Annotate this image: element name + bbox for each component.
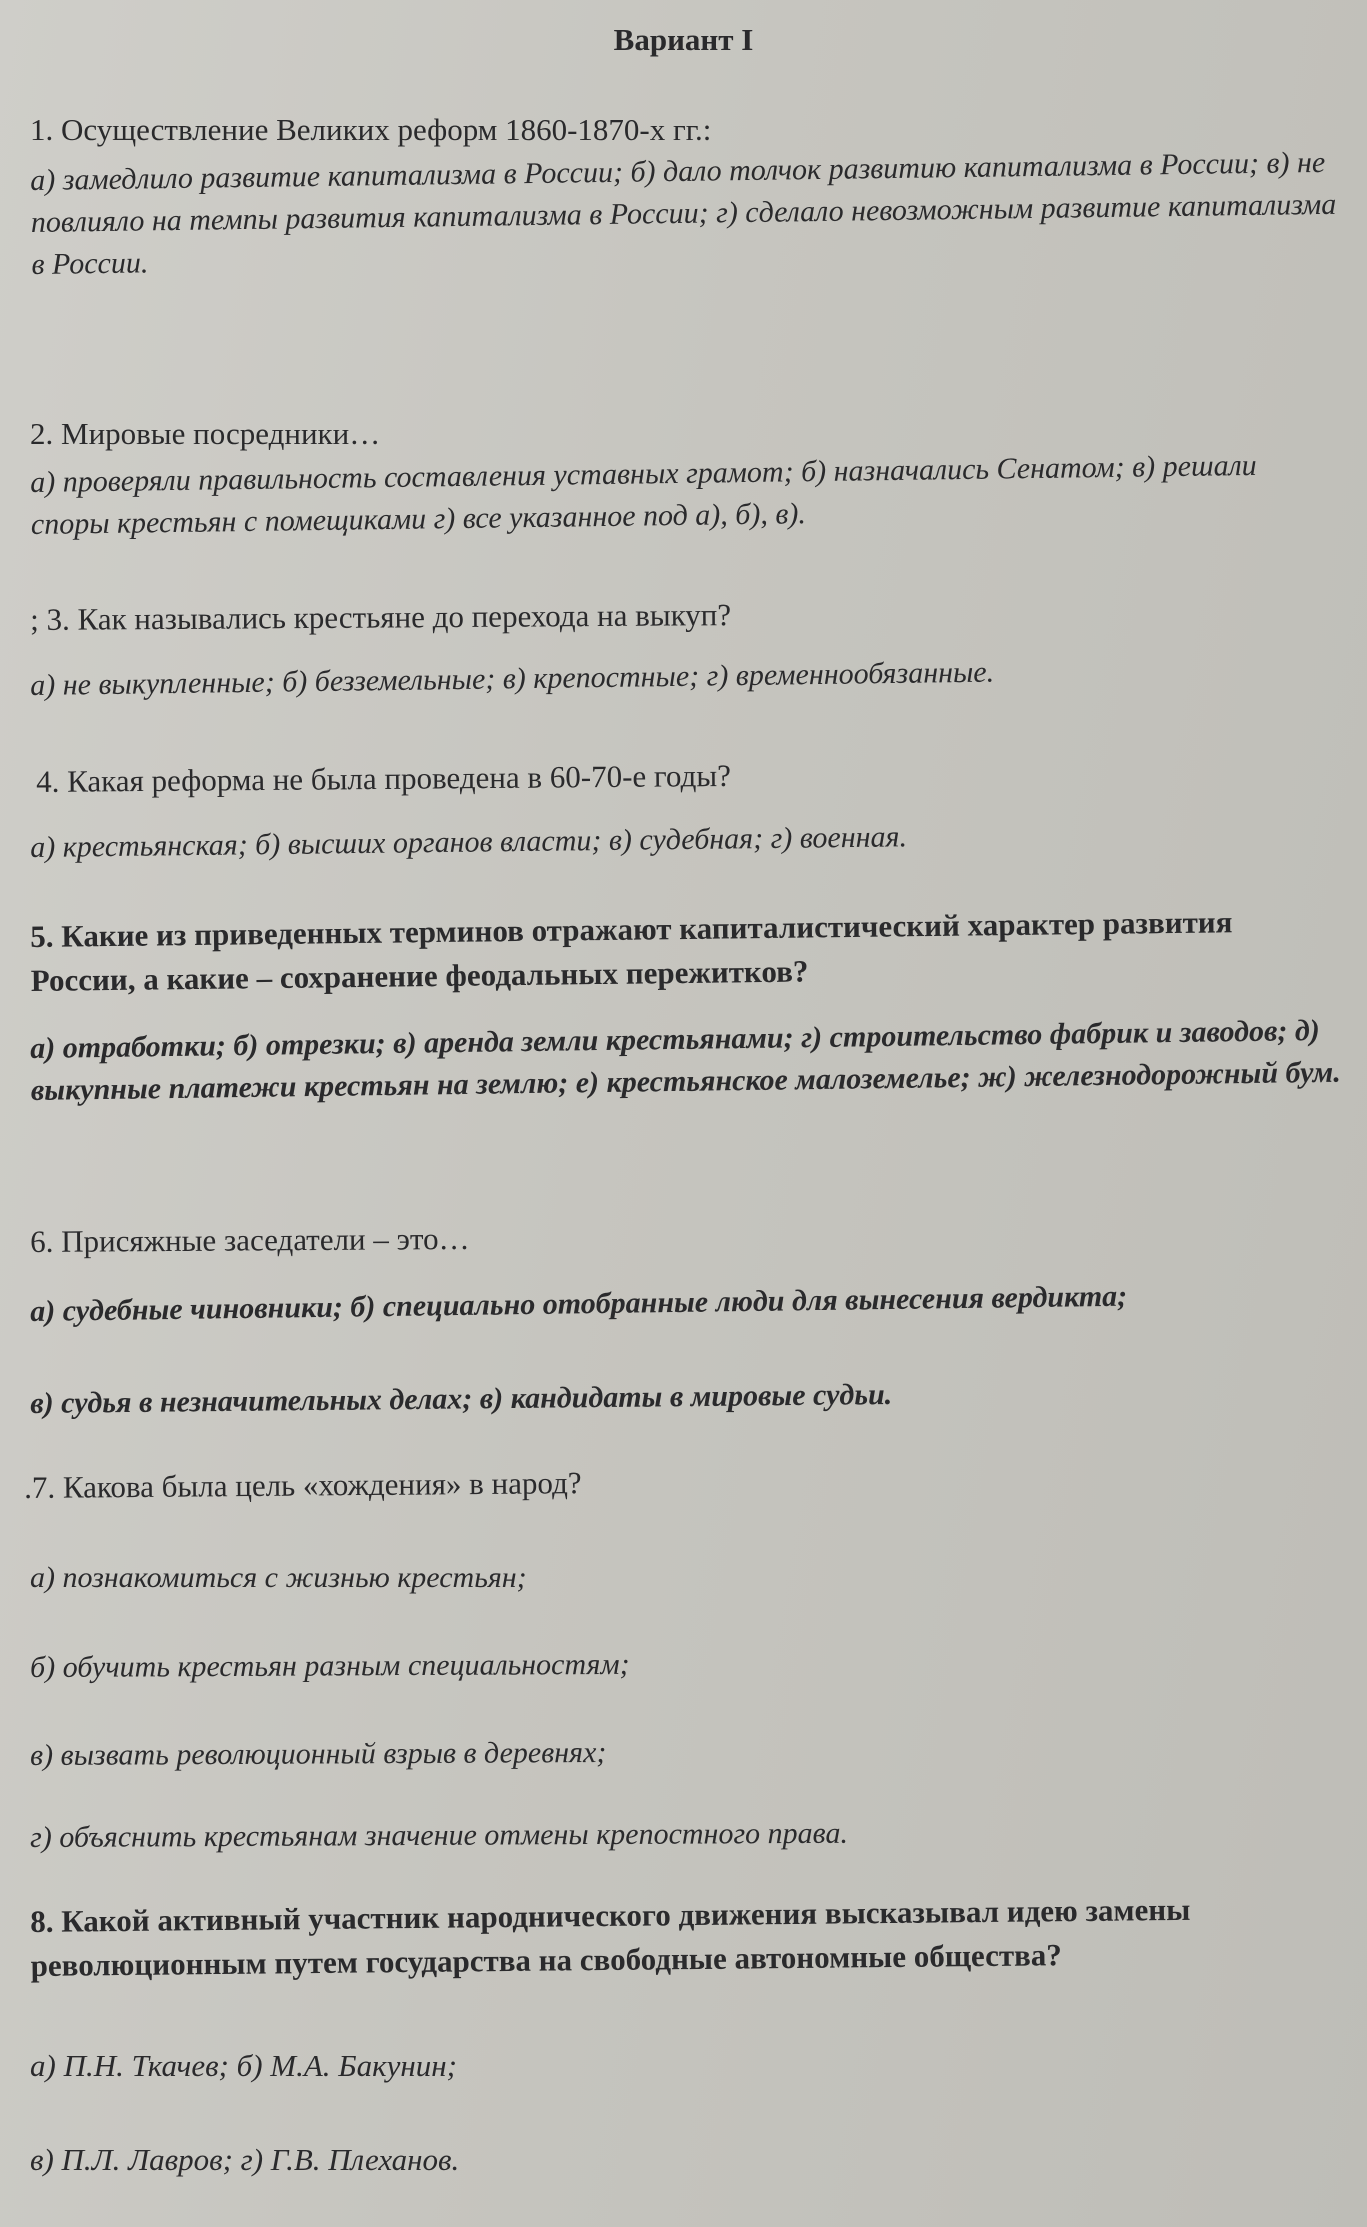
question-7-answer-2: б) обучить крестьян разным специальностям; [30, 1647, 630, 1684]
question-5: 5. Какие из приведенных терминов отражают капиталистический характер развития России, а какие – сохранение феодальных пережитков? [30, 904, 1233, 998]
question-1-answers: а) замедлило развитие капитализма в России; б) дало толчок развитию капитализма в России; в) не повлияло на темпы развития капитализма в России; г) сделало невозможным развитие капитализма в России. [30, 145, 1337, 281]
question-7-answer-1: а) познакомиться с жизнью крестьян; [30, 1561, 527, 1594]
page-title: Вариант I [613, 22, 754, 57]
question-8: 8. Какой активный участник народнического движения высказывал идею замены революционным путем государства на свободные автономные общества? [30, 1891, 1191, 1983]
question-3-answers: а) не выкупленные; б) безземельные; в) крепостные; г) временнообязанные. [30, 655, 995, 702]
question-5-answers: а) отработки; б) отрезки; в) аренда земли крестьянами; г) строительство фабрик и заводов; д) выкупные платежи крестьян на землю; е) крестьянское малоземелье; ж) железнодорожный бум. [30, 1013, 1341, 1107]
question-6: 6. Присяжные заседатели – это… [30, 1220, 470, 1259]
question-8-answer-1: а) П.Н. Ткачев; б) М.А. Бакунин; [30, 2048, 457, 2083]
question-2: 2. Мировые посредники… [30, 416, 381, 451]
question-6-answer-2: в) судья в незначительных делах; в) кандидаты в мировые судьи. [30, 1377, 893, 1420]
question-7-answer-3: в) вызвать революционный взрыв в деревнях; [30, 1735, 607, 1772]
question-2-answers: а) проверяли правильность составления уставных грамот; б) назначались Сенатом; в) решали споры крестьян с помещиками г) все указанное под а), б), в). [30, 448, 1257, 541]
question-4-answers: а) крестьянская; б) высших органов власти; в) судебная; г) военная. [30, 820, 908, 864]
question-1: 1. Осуществление Великих реформ 1860-1870-х гг.: [30, 112, 712, 147]
question-7-answer-4: г) объяснить крестьянам значение отмены крепостного права. [30, 1816, 849, 1854]
question-8-answer-2: в) П.Л. Лавров; г) Г.В. Плеханов. [30, 2142, 460, 2177]
question-6-answer-1: а) судебные чиновники; б) специально отобранные люди для вынесения вердикта; [30, 1279, 1128, 1328]
question-4: 4. Какая реформа не была проведена в 60-70-е годы? [36, 757, 732, 799]
question-7: .7. Какова была цель «хождения» в народ? [24, 1465, 582, 1505]
question-3: ; 3. Как назывались крестьяне до перехода на выкуп? [30, 597, 732, 637]
